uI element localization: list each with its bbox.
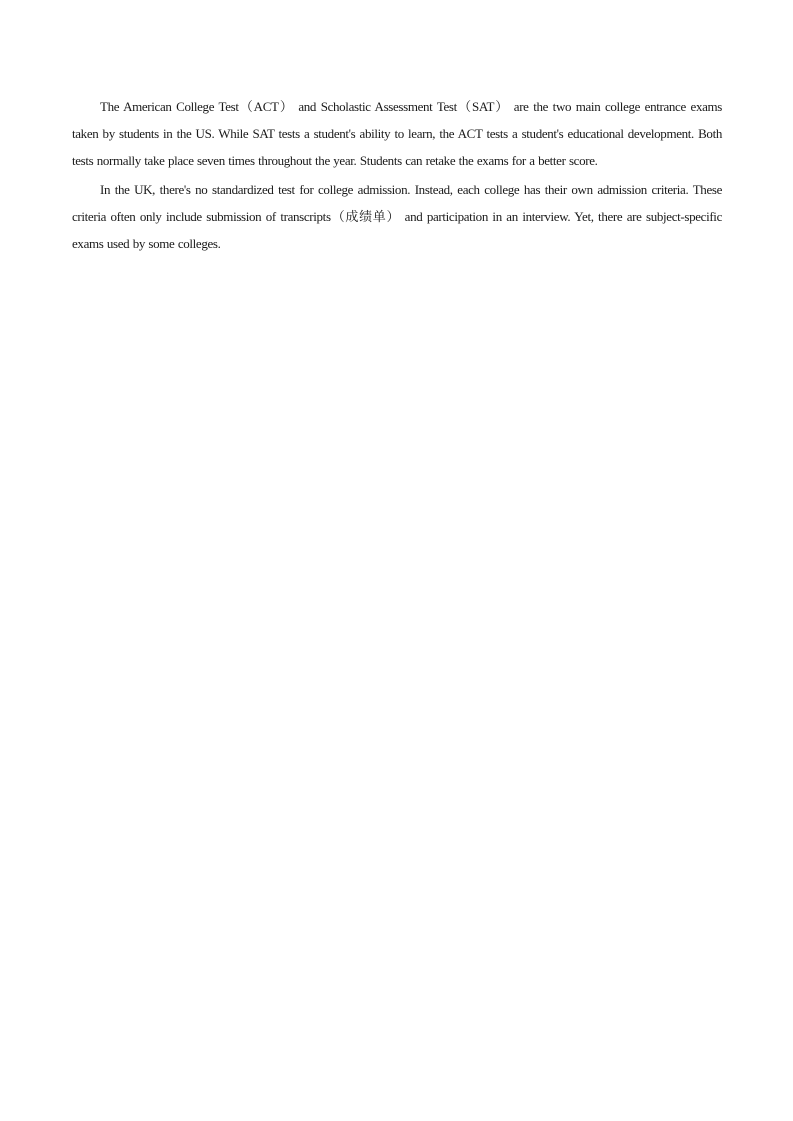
paragraph-us-exams: The American College Test（ACT） and Scholastic Assessment Test（SAT） are the two main college entrance exams taken by students in the US. While SAT tests a student's ability to learn, the ACT tests a student's educational development. Both tests normally take place seven times throughout the year. Students can retake the exams for a better score. — [72, 99, 722, 168]
document-body — [72, 93, 722, 257]
paragraph-uk-admission: In the UK, there's no standardized test for college admission. Instead, each college has their own admission criteria. These criteria often only include submission of transcripts（成绩单） and participation in an interview. Yet, there are subject-specific exams used by some colleges. — [72, 182, 722, 251]
